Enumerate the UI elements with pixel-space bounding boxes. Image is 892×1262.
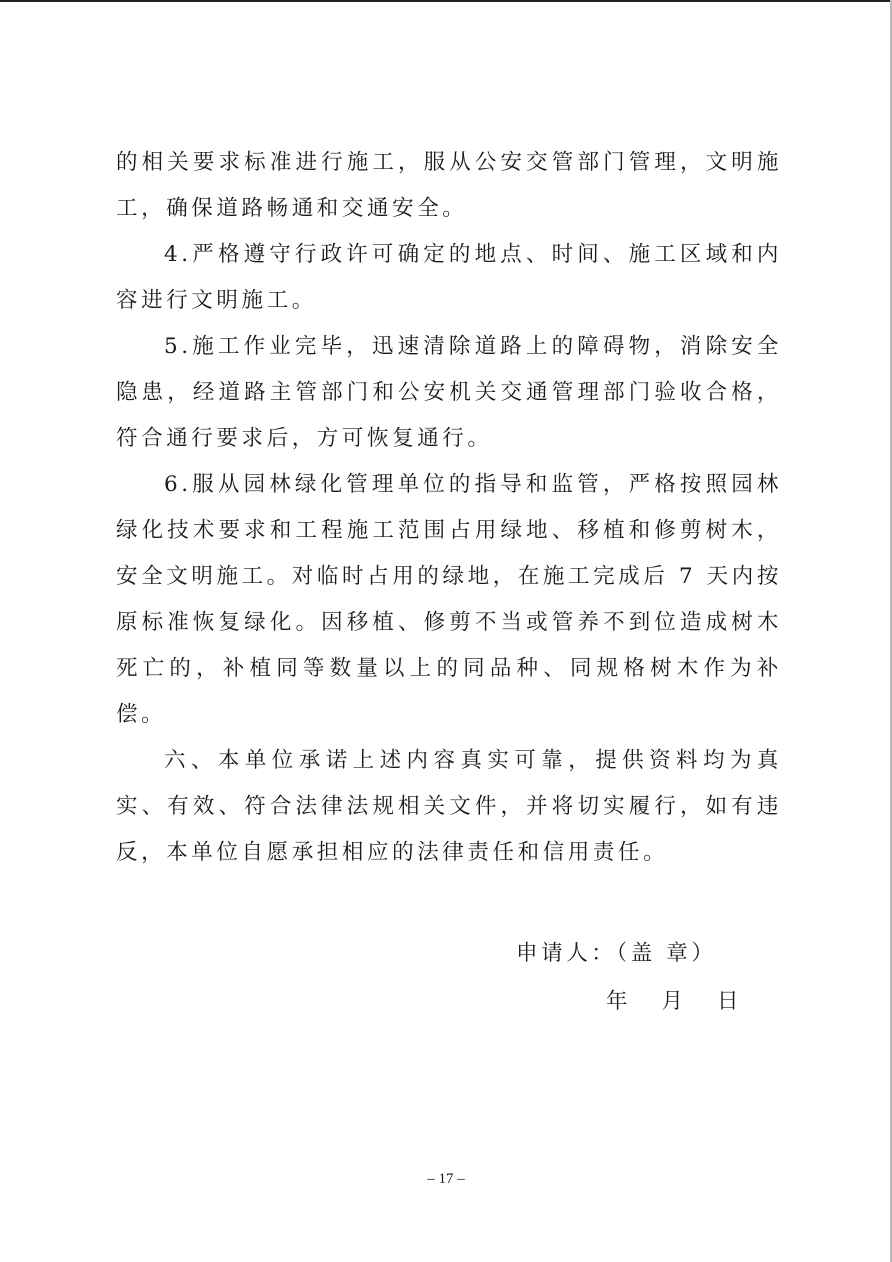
body-text xyxy=(116,140,782,876)
signature-date xyxy=(606,984,739,1020)
applicant-signature-label: 申请人：（盖 章） xyxy=(516,941,717,966)
paragraph-item-4: 4.严格遵守行政许可确定的地点、时间、施工区域和内容进行文明施工。 xyxy=(116,242,782,313)
page-number: – 17 – xyxy=(427,1171,465,1187)
paragraph-continuation: 的相关要求标准进行施工，服从公安交管部门管理，文明施工，确保道路畅通和交通安全。 xyxy=(116,150,782,221)
paragraph-section-6: 六、本单位承诺上述内容真实可靠，提供资料均为真实、有效、符合法律法规相关文件，并将切实履行，如有违反，本单位自愿承担相应的法律责任和信用责任。 xyxy=(116,748,782,865)
date-month-label: 月 xyxy=(661,989,684,1014)
paragraph-item-6: 6.服从园林绿化管理单位的指导和监管，严格按照园林绿化技术要求和工程施工范围占用绿地、移植和修剪树木，安全文明施工。对临时占用的绿地，在施工完成后 7 天内按原标准恢复绿化。因移植、修剪不当或管养不到位造成树木死亡的，补植同等数量以上的同品种、同规格树木作为补偿。 xyxy=(116,472,782,727)
date-year-label: 年 xyxy=(606,989,628,1014)
top-border-line xyxy=(0,0,892,2)
date-day-label: 日 xyxy=(717,989,739,1014)
paragraph-item-5: 5.施工作业完毕，迅速清除道路上的障碍物，消除安全隐患，经道路主管部门和公安机关交通管理部门验收合格，符合通行要求后，方可恢复通行。 xyxy=(116,334,782,451)
